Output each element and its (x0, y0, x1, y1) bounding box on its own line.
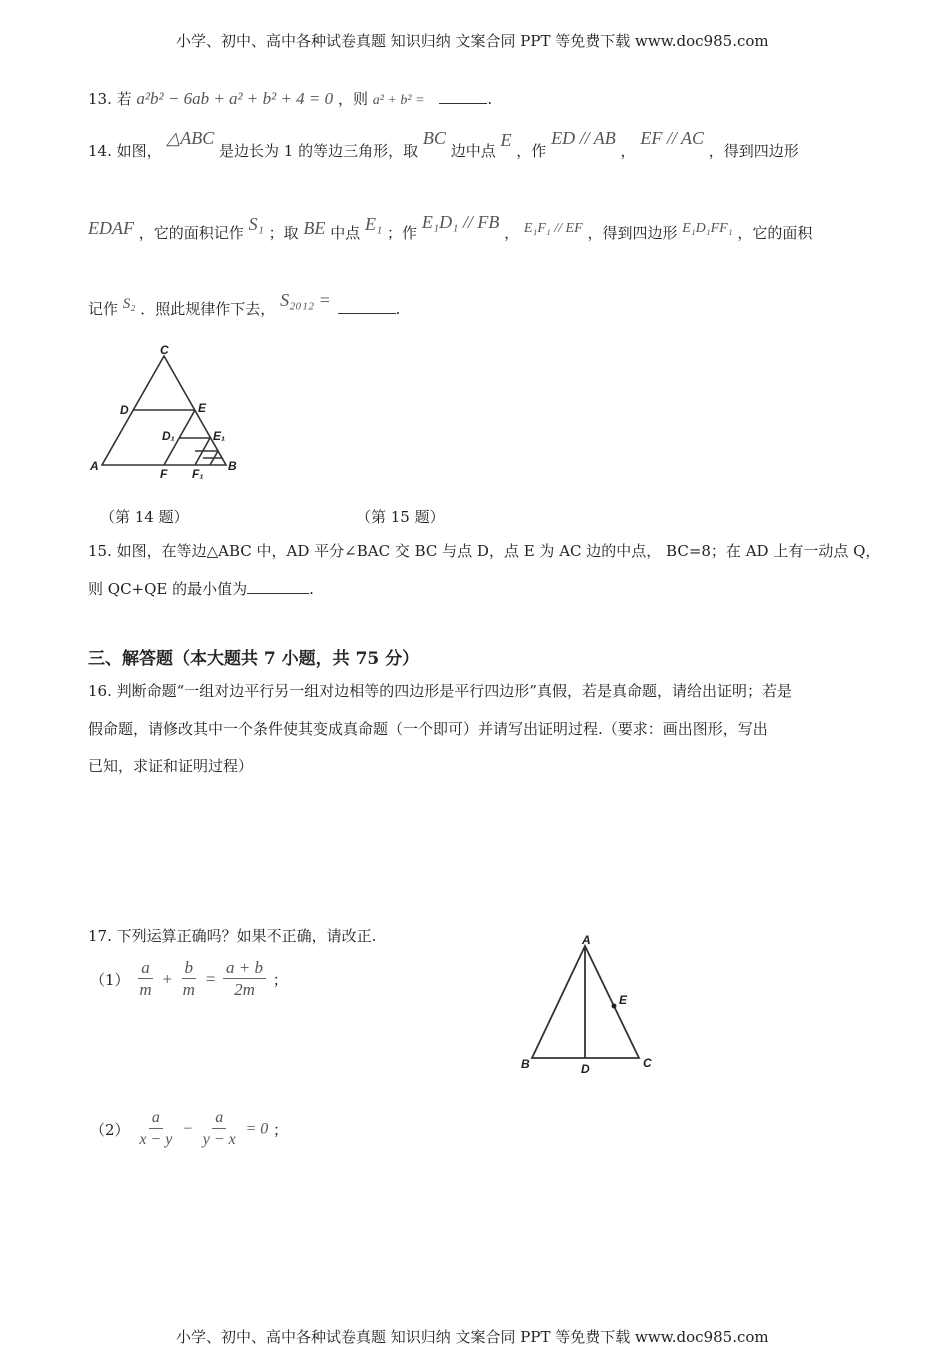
page-footer: 小学、初中、高中各种试卷真题 知识归纳 文案合同 PPT 等免费下载 www.doc985.com (176, 1328, 769, 1346)
figure-15-triangle (515, 930, 665, 1080)
point-E (612, 1004, 617, 1009)
q15-answer-blank[interactable] (247, 593, 309, 594)
page-header: 小学、初中、高中各种试卷真题 知识归纳 文案合同 PPT 等免费下载 www.doc985.com (176, 32, 769, 50)
q13-number: 13. 若 (88, 90, 132, 108)
question-17-title: 17. 下列运算正确吗？如果不正确，请改正. (88, 927, 377, 945)
label-E: E (619, 993, 628, 1007)
question-16-line-2: 假命题，请修改其中一个条件使其变成真命题（一个即可）并请写出证明过程.（要求：画出图形，写出 (88, 720, 768, 738)
question-17-part-1: （1） $\frac{a}{m}$ + $\frac{b}{m}$ = $\frac{a + b}{2m}$ ； (90, 958, 288, 999)
label-D: D (581, 1062, 590, 1076)
question-14-line-3: 记作 S₂ ．照此规律作下去， S₂₀₁₂ = . (88, 290, 401, 318)
question-16-line-1: 16. 判断命题“一组对边平行另一组对边相等的四边形是平行四边形”真假，若是真命题，请给出证明；若是 (88, 682, 792, 700)
label-C: C (160, 343, 169, 357)
label-D1: D₁ (162, 429, 175, 443)
question-16-line-3: 已知，求证和证明过程） (88, 757, 254, 775)
label-B: B (521, 1057, 530, 1071)
figure-14-triangle (86, 340, 246, 490)
caption-figure-15: （第 15 题） (356, 508, 445, 526)
label-B: B (228, 459, 237, 473)
triangle-abc: △ABC (166, 128, 215, 148)
q13-equation: a²b² − 6ab + a² + b² + 4 = 0 (136, 89, 334, 108)
question-14-line-1: 14. 如图， △ABC 是边长为 1 的等边三角形，取 BC 边中点 E ，作 ED // AB ， EF // AC ，得到四边形 (88, 128, 799, 160)
label-A: A (582, 933, 591, 947)
question-15-line-1: 15. 如图，在等边△ABC 中，AD 平分∠BAC 交 BC 与点 D，点 E 为 AC 边的中点， BC=8；在 AD 上有一动点 Q， (88, 542, 881, 560)
label-F: F (160, 467, 168, 481)
question-15-line-2: 则 QC+QE 的最小值为 . (88, 580, 314, 598)
section-3-title: 三、解答题（本大题共 7 小题，共 75 分） (88, 649, 420, 669)
label-E: E (198, 401, 207, 415)
label-F1: F₁ (192, 467, 204, 481)
question-13: 13. 若 a²b² − 6ab + a² + b² + 4 = 0 ，则 a² + b² = . (88, 89, 493, 108)
q13-text: ，则 (337, 90, 368, 108)
label-A: A (90, 459, 99, 473)
caption-figure-14: （第 14 题） (100, 508, 189, 526)
label-D: D (120, 403, 129, 417)
question-17-part-2: （2） $\frac{a}{x - y}$ − $\frac{a}{y - x}$ = 0 ； (90, 1109, 289, 1148)
label-E1: E₁ (213, 429, 226, 443)
question-14-line-2: EDAF ，它的面积记作 S₁ ；取 BE 中点 E₁ ；作 E₁D₁ // FB ， E₁F₁ // EF ，得到四边形 E₁D₁FF₁ ，它的面积 (88, 212, 813, 242)
q13-expression: a² + b² = (372, 93, 425, 108)
q14-answer-blank[interactable] (338, 313, 396, 314)
q13-answer-blank[interactable] (439, 103, 487, 104)
label-C: C (643, 1056, 652, 1070)
